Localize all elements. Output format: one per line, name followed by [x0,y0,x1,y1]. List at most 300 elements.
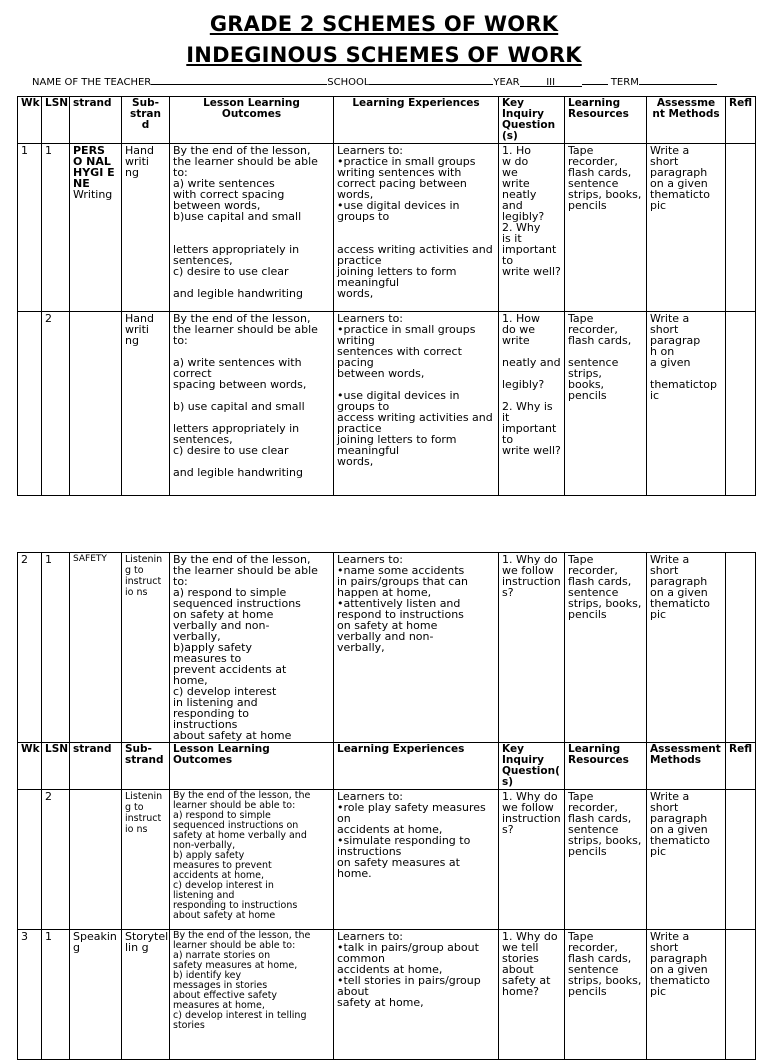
inquiry-line: about [502,963,534,976]
outcome-line: By the end of the lesson, [173,312,311,325]
table-row [18,790,756,930]
experience-line: joining letters to form [337,433,457,446]
experience-line: practice [337,422,382,435]
inquiry-line: important [502,422,557,435]
experience-line: about [337,985,369,998]
inquiry-line: s? [502,823,514,836]
experience-line: Learners to: [337,144,404,157]
resource-line: sentence [568,963,619,976]
col-outcomes: Lesson Learning Outcomes [170,743,334,790]
outcome-line: non-verbally, [173,840,236,851]
inquiry-line: 2. Why [502,221,541,234]
resource-line: recorder, [568,564,618,577]
outcomes-cell [170,790,334,930]
assessment-line: thematicto [650,597,710,610]
outcome-line: responding to [173,707,249,720]
outcomes-cell [170,312,334,496]
outcome-line: measures to prevent [173,860,272,871]
resources-cell [565,790,647,930]
resource-line: Tape [568,312,594,325]
experience-line: pacing [337,356,374,369]
strand-sub: Writing [73,188,113,201]
outcome-line [173,222,330,233]
assessment-line: Write a [650,553,690,566]
resource-line: strips, books, [568,597,642,610]
resource-line: flash cards, [568,952,632,965]
term-label: TERM [610,77,639,88]
table-header-row [18,97,756,144]
experiences-cell [334,553,499,743]
outcome-line: By the end of the lesson, the [173,930,311,941]
inquiry-line: stories [502,952,539,965]
outcome-line: safety at home verbally and [173,830,307,841]
resources-cell [565,312,647,496]
experience-line: •talk in pairs/group about [337,941,479,954]
outcome-line: measures at home, [173,1000,265,1011]
substrand-cell: Hand writi ng [122,144,170,312]
experience-line: accidents at home, [337,963,443,976]
inquiry-cell [499,144,565,312]
assessment-line: paragraph [650,575,708,588]
wk-cell [18,790,42,930]
outcome-line: responding to instructions [173,900,298,911]
assessment-line: Write a [650,312,690,325]
assessment-line: thematictop [650,378,717,391]
experience-line: •attentively listen and [337,597,461,610]
assessment-cell [647,312,726,496]
teacher-info-line [32,75,717,88]
year-field-end[interactable] [582,75,608,85]
inquiry-line: and [502,199,523,212]
outcome-line: accidents at home, [173,870,265,881]
experience-line: accidents at home, [337,823,443,836]
experience-line: writing sentences with [337,166,462,179]
assessment-line: thematicto [650,188,710,201]
col-experiences: Learning Experiences [334,97,499,144]
assessment-line: on a given [650,586,708,599]
outcome-line: in listening and [173,696,258,709]
outcomes-cell [170,553,334,743]
experience-line: meaningful [337,276,400,289]
substrand-cell: Hand writi ng [122,312,170,496]
assessment-line: thematicto [650,834,710,847]
outcome-line: messages in stories [173,980,268,991]
outcome-line: By the end of the lesson, the [173,790,311,801]
strand-cell [70,553,122,743]
strand-cell [70,312,122,496]
inquiry-line: 1. Ho [502,144,531,157]
inquiry-line: w do [502,155,529,168]
experience-line: happen at home, [337,586,432,599]
lsn-cell: 2 [42,312,70,496]
assessment-line: Write a [650,930,690,943]
col-refl: Refl [726,97,756,144]
resource-line: sentence [568,823,619,836]
inquiry-cell [499,553,565,743]
assessment-cell [647,930,726,1060]
inquiry-line: to [502,254,514,267]
refl-cell [726,312,756,496]
col-lsn: LSN [42,97,70,144]
resource-line: flash cards, [568,575,632,588]
outcome-line: the learner should be able [173,323,318,336]
lsn-cell: 1 [42,553,70,743]
outcome-line: about effective safety [173,990,278,1001]
wk-cell: 3 [18,930,42,1060]
assessment-line: pic [650,845,667,858]
resource-line: recorder, [568,323,618,336]
resource-line: Tape [568,553,594,566]
experiences-cell [334,930,499,1060]
outcomes-cell [170,144,334,312]
inquiry-line: home? [502,985,540,998]
outcome-line: prevent accidents at [173,663,287,676]
experiences-cell [334,790,499,930]
outcome-line: the learner should be able [173,564,318,577]
year-value: III [546,77,556,88]
col-assessment: Assessment Methods [647,743,726,790]
school-field[interactable] [369,75,493,85]
experience-line: on [337,812,351,825]
experience-line: on safety measures at [337,856,460,869]
col-outcomes: Lesson Learning Outcomes [170,97,334,144]
resource-line: Tape [568,790,594,803]
outcome-line: home, [173,674,208,687]
scheme-table-1 [17,96,756,496]
inquiry-line: safety at [502,974,551,987]
outcome-line: letters appropriately in [173,422,300,435]
school-label: SCHOOL [327,77,370,88]
assessment-line: paragraph [650,812,708,825]
inquiry-line: s? [502,586,514,599]
col-wk: Wk [18,743,42,790]
table-header-row-2 [18,743,756,790]
resources-cell [565,930,647,1060]
outcome-line: c) desire to use clear [173,444,289,457]
outcomes-cell [170,930,334,1060]
assessment-cell [647,553,726,743]
inquiry-line: instruction [502,812,561,825]
inquiry-line: write [502,334,530,347]
inquiry-line: 1. How [502,312,540,325]
outcome-line: about safety at home [173,729,292,742]
resource-line: books, pencils [568,378,607,402]
teacher-label: NAME OF THE TEACHER [32,77,152,88]
experience-line: •tell stories in pairs/group [337,974,481,987]
assessment-cell [647,790,726,930]
term-field[interactable] [639,75,717,85]
col-substrand: Sub-stran d [122,97,170,144]
col-assessment: Assessme nt Methods [647,97,726,144]
year-label: YEAR [493,77,520,88]
resource-line: strips, [568,367,602,380]
col-lsn: LSN [42,743,70,790]
inquiry-line: write well? [502,265,561,278]
resource-line: sentence [568,586,619,599]
assessment-line: paragrap [650,334,701,347]
refl-cell [726,553,756,743]
experience-line: groups to [337,210,390,223]
col-substrand: Sub-strand [122,743,170,790]
assessment-line: thematicto [650,974,710,987]
refl-cell [726,790,756,930]
inquiry-line: instruction [502,575,561,588]
outcome-line: sentences, [173,254,233,267]
table-row [18,553,756,743]
experience-line: practice [337,254,382,267]
resource-line: pencils [568,845,607,858]
col-experiences: Learning Experiences [334,743,499,790]
assessment-line: short [650,323,679,336]
assessment-line: on a given [650,963,708,976]
wk-cell [18,312,42,496]
inquiry-line: do we [502,323,535,336]
assessment-line: a given [650,356,691,369]
outcome-line: safety measures at home, [173,960,298,971]
outcome-line: to: [173,166,188,179]
resource-line: pencils [568,608,607,621]
experience-line: •practice in small groups [337,323,476,336]
outcome-line: and legible handwriting [173,287,303,300]
experience-line: access writing activities and [337,243,493,256]
col-resources: Learning Resources [565,743,647,790]
assessment-line: on a given [650,823,708,836]
resource-line: flash cards, [568,166,632,179]
outcome-line: measures to [173,652,242,665]
resource-line: recorder, [568,941,618,954]
inquiry-line: 1. Why do [502,930,558,943]
inquiry-cell [499,312,565,496]
resources-cell [565,553,647,743]
wk-cell: 1 [18,144,42,312]
resource-line: recorder, [568,155,618,168]
col-strand: strand [70,97,122,144]
assessment-line: Write a [650,144,690,157]
resource-line: flash cards, [568,812,632,825]
outcome-line: c) develop interest in [173,880,274,891]
resource-line: strips, books, [568,188,642,201]
outcome-line: a) write sentences with [173,356,302,369]
table-row [18,312,756,496]
experience-line: Learners to: [337,553,404,566]
assessment-line: short [650,564,679,577]
resource-line: strips, books, [568,834,642,847]
assessment-line: on a given [650,177,708,190]
resource-line: flash cards, [568,334,632,347]
outcome-line: on safety at home [173,608,274,621]
experience-line: respond to instructions [337,608,464,621]
experience-line: words, [337,188,374,201]
strand-name: PERS O NAL HYGI E NE [73,144,115,190]
col-inquiry: Key Inquiry Question( s) [499,743,565,790]
outcome-line: a) write sentences [173,177,275,190]
outcome-line: sequenced instructions [173,597,301,610]
assessment-line: Write a [650,790,690,803]
outcome-line: a) narrate stories on [173,950,271,961]
assessment-line: pic [650,199,667,212]
assessment-line: pic [650,608,667,621]
assessment-line: pic [650,985,667,998]
strand-cell [70,930,122,1060]
outcome-line: By the end of the lesson, [173,144,311,157]
inquiry-line: we tell [502,941,539,954]
substrand-cell: Listenin g to instruct io ns [122,553,170,743]
assessment-line: paragraph [650,166,708,179]
resource-line: Tape [568,144,594,157]
scheme-table-2 [17,552,756,1060]
experience-line: common [337,952,385,965]
experience-line: in pairs/groups that can [337,575,469,588]
assessment-line: short [650,941,679,954]
inquiry-line: 2. Why is [502,400,553,413]
experiences-cell [334,312,499,496]
assessment-cell [647,144,726,312]
lsn-cell: 1 [42,144,70,312]
outcome-line: to: [173,575,188,588]
wk-cell: 2 [18,553,42,743]
experience-line: Learners to: [337,790,404,803]
experience-line: •use digital devices in [337,389,460,402]
year-field[interactable] [520,77,582,87]
assessment-line: short [650,155,679,168]
resources-cell [565,144,647,312]
experience-line: words, [337,287,374,300]
outcome-line: By the end of the lesson, [173,553,311,566]
substrand-cell: Storytel lin g [122,930,170,1060]
outcome-line: verbally, [173,630,221,643]
experiences-cell [334,144,499,312]
experience-line: joining letters to form [337,265,457,278]
outcome-line: stories [173,1020,205,1031]
experience-line: •practice in small groups [337,155,476,168]
strand-name: Speakin g [73,930,117,954]
outcome-line: b) use capital and small [173,400,305,413]
inquiry-line: 1. Why do [502,553,558,566]
resource-line: sentence [568,177,619,190]
outcome-line: instructions [173,718,238,731]
table-row [18,930,756,1060]
inquiry-line: we follow [502,801,554,814]
experience-line: •role play safety measures [337,801,486,814]
col-refl: Refl [726,743,756,790]
outcome-line: correct [173,367,212,380]
resource-line: pencils [568,199,607,212]
inquiry-line: neatly [502,188,537,201]
experience-line: •simulate responding to [337,834,471,847]
experience-line: verbally and non- [337,630,434,643]
outcome-line: a) respond to simple [173,810,271,821]
inquiry-line: legibly? [502,378,545,391]
experience-line: sentences with correct [337,345,462,358]
col-strand: strand [70,743,122,790]
outcome-line: sentences, [173,433,233,446]
assessment-line: short [650,801,679,814]
resource-line: strips, books, [568,974,642,987]
outcome-line: c) desire to use clear [173,265,289,278]
inquiry-line: important [502,243,557,256]
experience-line: between words, [337,367,425,380]
refl-cell [726,144,756,312]
inquiry-cell [499,790,565,930]
outcome-line: b)use capital and small [173,210,302,223]
experience-line: correct pacing between [337,177,467,190]
resource-line: Tape [568,930,594,943]
inquiry-line: write [502,177,530,190]
outcome-line: and legible handwriting [173,466,303,479]
refl-cell [726,930,756,1060]
outcome-line: letters appropriately in [173,243,300,256]
lsn-cell: 1 [42,930,70,1060]
inquiry-line: it [502,411,510,424]
outcome-line: listening and [173,890,235,901]
experience-line: groups to [337,400,390,413]
resource-line: pencils [568,985,607,998]
strand-cell [70,790,122,930]
resource-line: recorder, [568,801,618,814]
strand-name: SAFETY [73,554,107,564]
experience-line: home. [337,867,372,880]
experience-line: Learners to: [337,312,404,325]
experience-line: instructions [337,845,402,858]
experience-line: meaningful [337,444,400,457]
teacher-name-field[interactable] [151,75,327,85]
col-resources: Learning Resources [565,97,647,144]
outcome-line: about safety at home [173,910,276,921]
outcome-line: c) develop interest [173,685,277,698]
inquiry-line: we follow [502,564,554,577]
outcome-line: c) develop interest in telling [173,1010,307,1021]
outcome-line: learner should be able to: [173,800,296,811]
inquiry-line: is it [502,232,522,245]
page-subtitle: INDEGINOUS SCHEMES OF WORK [186,43,582,67]
inquiry-line: write well? [502,444,561,457]
experience-line: writing [337,334,375,347]
outcome-line: with correct spacing [173,188,285,201]
outcome-line: spacing between words, [173,378,307,391]
experience-line: words, [337,455,374,468]
outcome-line: verbally and non- [173,619,270,632]
lsn-cell: 2 [42,790,70,930]
assessment-line: paragraph [650,952,708,965]
outcome-line: a) respond to simple [173,586,287,599]
col-wk: Wk [18,97,42,144]
outcome-line: b) identify key [173,970,242,981]
page-title: GRADE 2 SCHEMES OF WORK [209,12,559,36]
substrand-cell: Listenin g to instruct io ns [122,790,170,930]
experience-line: safety at home, [337,996,424,1009]
experience-line: access writing activities and [337,411,493,424]
inquiry-line: to [502,433,514,446]
inquiry-cell [499,930,565,1060]
assessment-line: h on [650,345,675,358]
outcome-line: the learner should be able [173,155,318,168]
strand-cell [70,144,122,312]
outcome-line: to: [173,334,188,347]
experience-line: Learners to: [337,930,404,943]
outcome-line: learner should be able to: [173,940,296,951]
table-row [18,144,756,312]
experience-line: •use digital devices in [337,199,460,212]
inquiry-line: 1. Why do [502,790,558,803]
inquiry-line: legibly? [502,210,545,223]
col-inquiry: Key Inquiry Question (s) [499,97,565,144]
assessment-line: ic [650,389,660,402]
inquiry-line: we [502,166,518,179]
experience-line: •name some accidents [337,564,465,577]
experience-line: on safety at home [337,619,438,632]
outcome-line: b)apply safety [173,641,252,654]
outcome-line: sequenced instructions on [173,820,299,831]
